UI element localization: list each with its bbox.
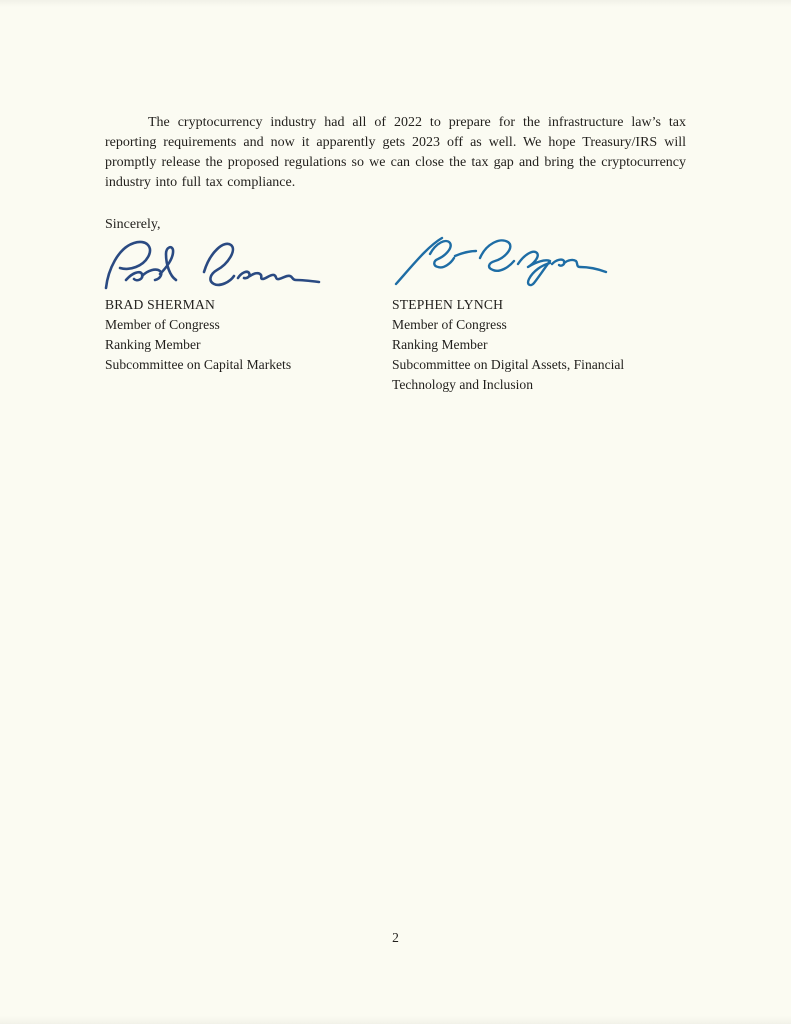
signer-title: Ranking Member <box>105 337 201 352</box>
signer-name: STEPHEN LYNCH <box>392 297 504 312</box>
signer-title: Subcommittee on Capital Markets <box>105 357 292 372</box>
signer-block-stephen-lynch <box>392 295 670 395</box>
signer-block-brad-sherman <box>105 295 375 375</box>
letter-closing: Sincerely, <box>105 217 161 232</box>
stephen-lynch-signature-icon <box>392 234 608 288</box>
signer-name: BRAD SHERMAN <box>105 297 216 312</box>
signer-title: Subcommittee on Digital Assets, Financial Technology and Inclusion <box>392 357 625 392</box>
letter-body-paragraph: The cryptocurrency industry had all of 2022 to prepare for the infrastructure law’s tax reporting requirements and now it apparently gets 2023 off as well. We hope Treasury/IRS will promptly release the proposed regulations so we can close the tax gap and bring the cryptocurrency industry into full tax compliance. <box>105 115 686 190</box>
brad-sherman-signature-icon <box>100 238 322 296</box>
signer-title: Member of Congress <box>105 317 220 332</box>
page-number: 2 <box>392 930 399 945</box>
signer-title: Member of Congress <box>392 317 507 332</box>
signer-title: Ranking Member <box>392 337 488 352</box>
